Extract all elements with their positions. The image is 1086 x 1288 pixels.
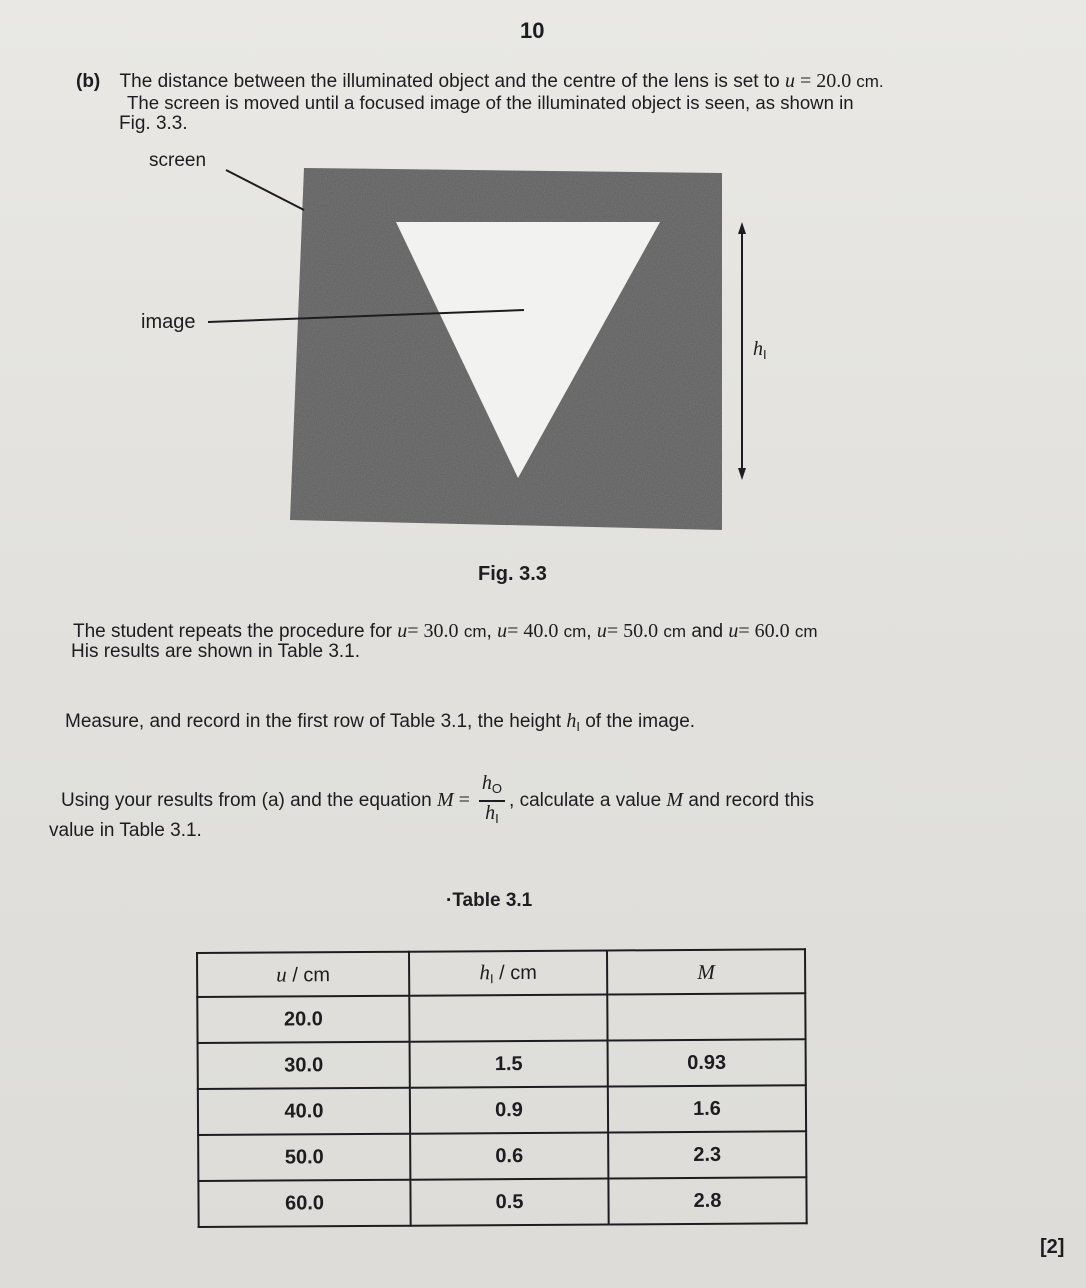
equation-para-line-2: value in Table 3.1.: [49, 820, 202, 841]
marks-indicator: [2]: [1040, 1236, 1065, 1258]
figure-caption: Fig. 3.3: [478, 563, 547, 585]
measure-para: Measure, and record in the first row of Table 3.1, the height $h_I$ of the image.: [65, 710, 696, 734]
height-arrow-head-top: [738, 222, 746, 234]
part-b-text-1: The distance between the illuminated object and the centre of the lens is set to: [119, 71, 780, 92]
cell-u: 40.0: [198, 1088, 410, 1135]
cell-h: 1.5: [410, 1040, 608, 1087]
table-3-1: [196, 948, 808, 1228]
part-label: (b): [76, 71, 101, 92]
cell-m: 1.6: [608, 1085, 806, 1132]
cell-m: 2.8: [608, 1177, 806, 1224]
equation-fraction: $\frac{h_O}{h_I}$: [479, 772, 505, 830]
figure-3-3: [0, 0, 1086, 600]
height-label: $h_I$: [753, 338, 767, 362]
table-row: [198, 1085, 806, 1135]
repeat-para-line-1: The student repeats the procedure for u= 30.0 cm, u= 40.0 cm, u= 50.0 cm and u= 60.0 cm: [73, 620, 818, 642]
u-value: = 20.0: [794, 70, 857, 92]
cell-h: 0.9: [410, 1086, 608, 1133]
cell-u: 50.0: [198, 1134, 410, 1181]
cell-h: 0.6: [410, 1132, 608, 1179]
table-caption: ·Table 3.1: [446, 890, 533, 911]
cell-m: 0.93: [608, 1039, 806, 1086]
cell-u: 30.0: [198, 1042, 410, 1089]
repeat-para-line-2: His results are shown in Table 3.1.: [71, 641, 361, 662]
cell-u: 20.0: [197, 996, 409, 1043]
cell-m[interactable]: [607, 993, 805, 1040]
screen-label: screen: [149, 150, 207, 171]
image-label: image: [141, 311, 196, 333]
header-u: u / cm: [197, 952, 409, 997]
part-b-line-3: Fig. 3.3.: [119, 113, 188, 134]
height-arrow-head-bottom: [738, 468, 746, 480]
cell-m: 2.3: [608, 1131, 806, 1178]
page-number: 10: [520, 18, 545, 43]
table-row: [198, 1177, 806, 1227]
table-row: [197, 993, 805, 1043]
header-h: $h_I$ / cm: [409, 950, 607, 995]
table-header-row: [197, 949, 805, 997]
table-row: [198, 1039, 806, 1089]
header-m: M: [607, 949, 805, 994]
part-b-line-2: The screen is moved until a focused image of the illuminated object is seen, as shown in: [127, 92, 854, 113]
u-variable: u: [784, 70, 795, 92]
u-unit: cm.: [856, 72, 884, 91]
screen-leader-line: [226, 170, 304, 210]
table-row: [198, 1131, 806, 1181]
cell-h: 0.5: [410, 1178, 608, 1225]
equation-para-line-1: Using your results from (a) and the equation M = $\frac{h_O}{h_I}$ , calculate a value M and record this: [61, 772, 814, 830]
cell-u: 60.0: [198, 1180, 410, 1227]
cell-h[interactable]: [409, 994, 607, 1041]
